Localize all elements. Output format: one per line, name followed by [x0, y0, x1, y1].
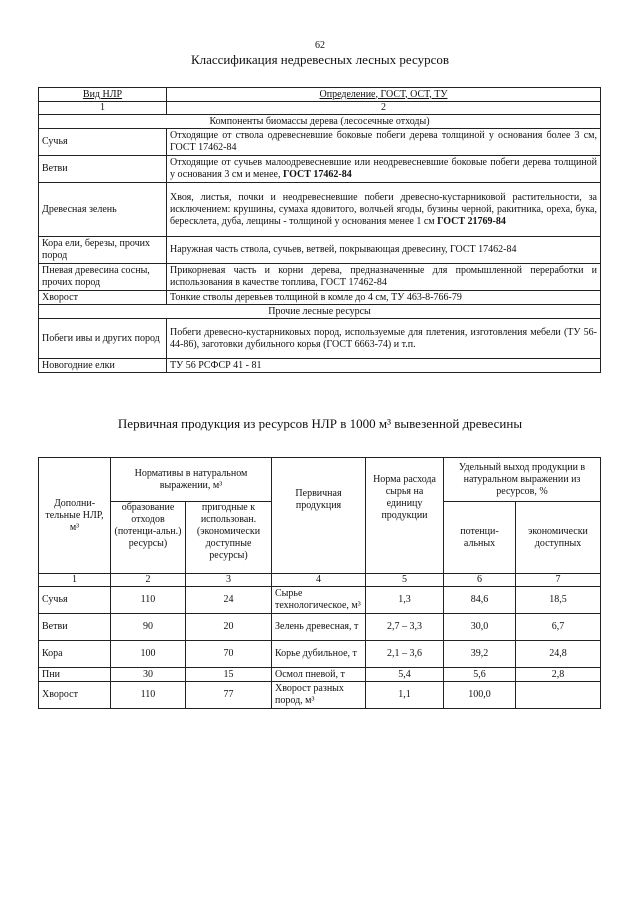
row-name: Древесная зелень — [39, 183, 167, 237]
row-name: Сучья — [39, 587, 111, 614]
section-row — [39, 115, 601, 129]
row-product: Хворост разных пород, м³ — [272, 682, 366, 709]
row-definition — [167, 156, 601, 183]
row-norm: 1,3 — [366, 587, 444, 614]
header-row-top — [39, 458, 601, 502]
header-potential: потенци-альных — [444, 502, 516, 574]
header-additional-nlr: Дополни-тельные НЛР, м³ — [39, 458, 111, 574]
header-type: Вид НЛР — [39, 88, 167, 102]
row-name: Хворост — [39, 682, 111, 709]
header-economic: экономически доступных — [516, 502, 601, 574]
row-potential: 39,2 — [444, 641, 516, 668]
row-definition: Побеги древесно-кустарниковых пород, используемые для плетения, изготовления мебели (ТУ 56-44-86), заготовки дубильного корья (ГОСТ 6663-74) и т.п. — [167, 319, 601, 359]
table-row — [39, 319, 601, 359]
row-name: Пневая древесина сосны, прочих пород — [39, 264, 167, 291]
primary-products-table — [38, 457, 601, 709]
row-definition: Прикорневая часть и корни дерева, предназначенные для промышленной переработки и использования в качестве топлива, ГОСТ 17462-84 — [167, 264, 601, 291]
row-usable: 15 — [186, 668, 272, 682]
col-number: 7 — [516, 574, 601, 587]
header-raw-norm: Норма расхода сырья на единицу продукции — [366, 458, 444, 574]
page-number: 62 — [315, 40, 325, 51]
header-primary-product: Первичная продукция — [272, 458, 366, 574]
row-name: Ветви — [39, 614, 111, 641]
row-formation: 110 — [111, 587, 186, 614]
row-potential: 5,6 — [444, 668, 516, 682]
row-name: Ветви — [39, 156, 167, 183]
section-other: Прочие лесные ресурсы — [39, 305, 601, 319]
table2-title: Первичная продукция из ресурсов НЛР в 1000 м³ вывезенной древесины — [117, 416, 523, 431]
col-number: 1 — [39, 102, 167, 115]
row-name: Кора ели, березы, прочих пород — [39, 237, 167, 264]
col-number: 3 — [186, 574, 272, 587]
row-economic: 2,8 — [516, 668, 601, 682]
table-row — [39, 668, 601, 682]
row-definition-gost: ГОСТ 21769-84 — [437, 215, 506, 227]
table-row — [39, 359, 601, 373]
row-potential: 30,0 — [444, 614, 516, 641]
table-row — [39, 237, 601, 264]
table-header-row — [39, 88, 601, 102]
table-row — [39, 614, 601, 641]
column-number-row — [39, 102, 601, 115]
table-row — [39, 129, 601, 156]
row-definition: Тонкие стволы деревьев толщиной в комле до 4 см, ТУ 463-8-766-79 — [167, 291, 601, 305]
row-usable: 77 — [186, 682, 272, 709]
row-usable: 70 — [186, 641, 272, 668]
row-economic: 6,7 — [516, 614, 601, 641]
row-definition-text: Отходящие от сучьев малоодревесневшие или неодревесневшие боковые побеги дерева толщиной у основания 3 см и менее, — [170, 157, 597, 180]
classification-table — [38, 87, 601, 373]
table-row — [39, 587, 601, 614]
row-economic: 18,5 — [516, 587, 601, 614]
row-name: Новогодние елки — [39, 359, 167, 373]
table-row — [39, 156, 601, 183]
row-formation: 100 — [111, 641, 186, 668]
row-product: Сырье технологическое, м³ — [272, 587, 366, 614]
row-formation: 90 — [111, 614, 186, 641]
row-name: Пни — [39, 668, 111, 682]
header-norms-group: Нормативы в натуральном выражении, м³ — [111, 458, 272, 502]
row-product: Зелень древесная, т — [272, 614, 366, 641]
header-formation: образование отходов (потенци-альн.) ресурсы) — [111, 502, 186, 574]
row-definition: Наружная часть ствола, сучьев, ветвей, покрывающая древесину, ГОСТ 17462-84 — [167, 237, 601, 264]
row-name: Хворост — [39, 291, 167, 305]
row-potential: 84,6 — [444, 587, 516, 614]
row-name: Сучья — [39, 129, 167, 156]
row-definition: Отходящие от ствола одревесневшие боковые побеги дерева толщиной у основания более 3 см, ГОСТ 17462-84 — [167, 129, 601, 156]
row-formation: 110 — [111, 682, 186, 709]
row-potential: 100,0 — [444, 682, 516, 709]
col-number: 6 — [444, 574, 516, 587]
section-biomass: Компоненты биомассы дерева (лесосечные отходы) — [39, 115, 601, 129]
row-definition-gost: ГОСТ 17462-84 — [282, 169, 352, 180]
row-definition-text: Хвоя, листья, почки и неодревесневшие побеги древесно-кустарниковой растительности, за исключением: крушины, сумаха ядовитого, волчьей ягоды, бузины черной, ракитника, ореха, бука, бересклета, дуба, лещины - толщиной у основания менее 1 см — [170, 191, 597, 227]
row-name: Кора — [39, 641, 111, 668]
table1-title: Классификация недревесных лесных ресурсов — [190, 52, 450, 67]
row-definition: ТУ 56 РСФСР 41 - 81 — [167, 359, 601, 373]
row-definition — [167, 183, 601, 237]
col-number: 5 — [366, 574, 444, 587]
col-number: 2 — [111, 574, 186, 587]
row-norm: 2,1 – 3,6 — [366, 641, 444, 668]
table-row — [39, 183, 601, 237]
row-name: Побеги ивы и других пород — [39, 319, 167, 359]
table-row — [39, 641, 601, 668]
table-row — [39, 291, 601, 305]
row-norm: 2,7 – 3,3 — [366, 614, 444, 641]
row-product: Корье дубильное, т — [272, 641, 366, 668]
col-number: 4 — [272, 574, 366, 587]
row-product: Осмол пневой, т — [272, 668, 366, 682]
row-economic — [516, 682, 601, 709]
header-definition: Определение, ГОСТ, ОСТ, ТУ — [167, 88, 601, 102]
table-row — [39, 264, 601, 291]
header-usable: пригодные к использован. (экономически доступные ресурсы) — [186, 502, 272, 574]
row-usable: 24 — [186, 587, 272, 614]
table-row — [39, 682, 601, 709]
section-row — [39, 305, 601, 319]
col-number: 1 — [39, 574, 111, 587]
column-number-row — [39, 574, 601, 587]
row-economic: 24,8 — [516, 641, 601, 668]
row-formation: 30 — [111, 668, 186, 682]
row-usable: 20 — [186, 614, 272, 641]
row-norm: 5,4 — [366, 668, 444, 682]
header-yield-group: Удельный выход продукции в натуральном выражении из ресурсов, % — [444, 458, 601, 502]
col-number: 2 — [167, 102, 601, 115]
row-norm: 1,1 — [366, 682, 444, 709]
